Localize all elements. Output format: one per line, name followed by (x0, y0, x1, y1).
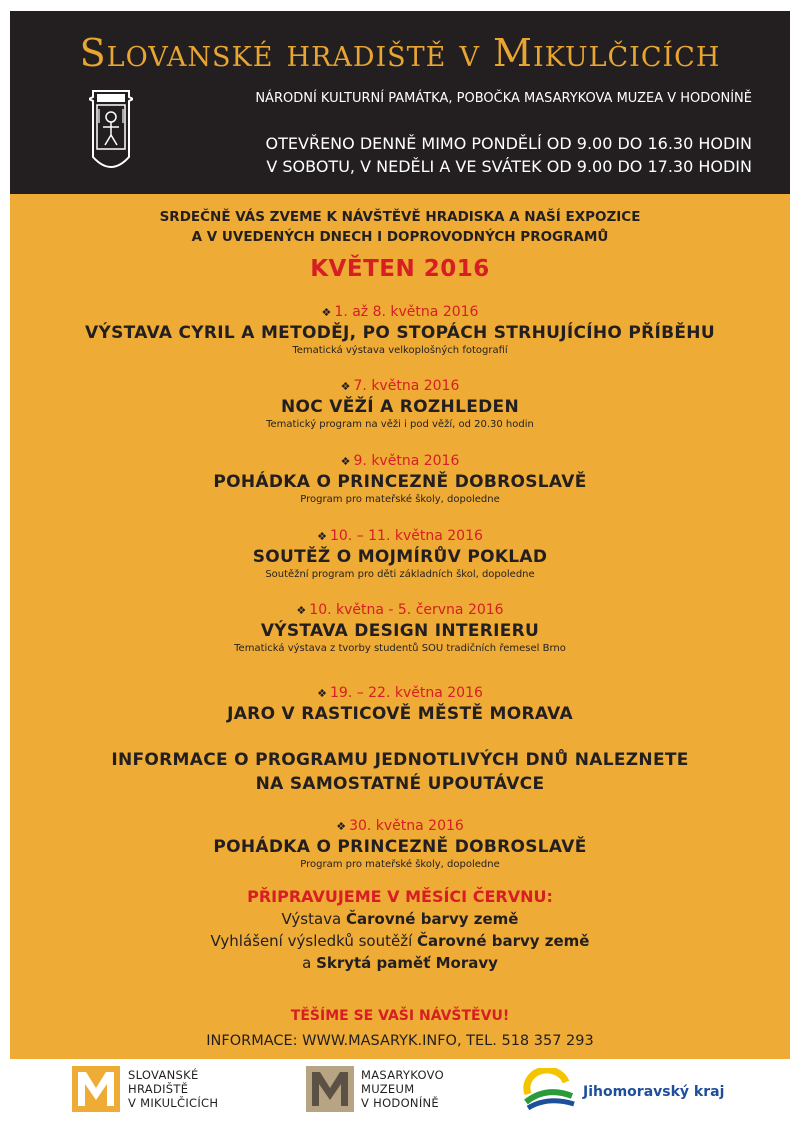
opening-hours (266, 132, 752, 178)
upcoming-line: Výstava Čarovné barvy země (281, 910, 519, 928)
opening-hours-weekend: V SOBOTU, V NEDĚLI A VE SVÁTEK OD 9.00 DO 17.30 HODIN (266, 157, 752, 176)
header-subtitle: NÁRODNÍ KULTURNÍ PAMÁTKA, POBOČKA MASARYKOVA MUZEA V HODONÍNĚ (255, 91, 752, 106)
event-date: 9. května 2016 (353, 453, 460, 469)
logo-masarykovo-muzeum-text: MASARYKOVO MUZEUM V HODONÍNĚ (361, 1068, 444, 1110)
bullet-icon: ❖ (336, 820, 347, 833)
event-item (10, 377, 790, 432)
poster (10, 11, 790, 1059)
event-date: 1. až 8. května 2016 (334, 304, 479, 320)
logo-slovanske-hradiste-text: SLOVANSKÉ HRADIŠTĚ V MIKULČICÍCH (128, 1068, 219, 1110)
header-band (10, 11, 790, 194)
event-date: 19. – 22. května 2016 (329, 685, 483, 701)
jihomoravsky-kraj-logo-icon (522, 1068, 578, 1112)
event-description: Tematická výstava velkoplošných fotografií (292, 345, 508, 356)
event-date: 10. – 11. května 2016 (329, 528, 483, 544)
program-info-notice (10, 748, 790, 796)
event-item (10, 527, 790, 582)
event-item (10, 303, 790, 358)
event-date: 30. května 2016 (349, 818, 464, 834)
bullet-icon: ❖ (340, 380, 351, 393)
event-title: VÝSTAVA CYRIL A METODĚJ, PO STOPÁCH STRHUJÍCÍHO PŘÍBĚHU (85, 323, 715, 343)
event-description: Program pro mateřské školy, dopoledne (300, 859, 500, 870)
event-date: 10. května - 5. června 2016 (309, 602, 504, 618)
bullet-icon: ❖ (296, 604, 307, 617)
upcoming-line: a Skrytá paměť Moravy (302, 954, 498, 972)
program-info-line-1: INFORMACE O PROGRAMU JEDNOTLIVÝCH DNŮ NALEZNETE (111, 750, 689, 770)
contact-info: INFORMACE: WWW.MASARYK.INFO, TEL. 518 357 293 (206, 1033, 594, 1049)
event-title: POHÁDKA O PRINCEZNĚ DOBROSLAVĚ (213, 472, 587, 492)
event-item (10, 684, 790, 725)
invitation (10, 207, 790, 247)
masarykovo-muzeum-logo-icon (306, 1066, 354, 1112)
opening-hours-weekday: OTEVŘENO DENNĚ MIMO PONDĚLÍ OD 9.00 DO 16.30 HODIN (265, 134, 752, 153)
bullet-icon: ❖ (321, 306, 332, 319)
invitation-line-1: SRDEČNĚ VÁS ZVEME K NÁVŠTĚVĚ HRADISKA A NAŠÍ EXPOZICE (159, 209, 641, 225)
event-description: Tematický program na věži i pod věží, od 20.30 hodin (266, 419, 534, 430)
logo-jihomoravsky-kraj-text: Jihomoravský kraj (583, 1084, 725, 1100)
event-item (10, 452, 790, 507)
closing-greeting: TĚŠÍME SE VAŠI NÁVŠTĚVU! (290, 1008, 510, 1024)
page-title: Slovanské hradiště v Mikulčicích (79, 31, 721, 75)
event-description: Program pro mateřské školy, dopoledne (300, 494, 500, 505)
slovanske-hradiste-logo-icon (72, 1066, 120, 1112)
program-info-line-2: NA SAMOSTATNÉ UPOUTÁVCE (255, 774, 545, 794)
bullet-icon: ❖ (317, 530, 327, 543)
event-title: POHÁDKA O PRINCEZNĚ DOBROSLAVĚ (213, 837, 587, 857)
event-title: NOC VĚŽÍ A ROZHLEDEN (281, 397, 519, 417)
upcoming-june (10, 886, 790, 974)
upcoming-line: Vyhlášení výsledků soutěží Čarovné barvy země (210, 932, 590, 950)
month-heading: KVĚTEN 2016 (310, 256, 490, 282)
bullet-icon: ❖ (317, 687, 327, 700)
event-title: SOUTĚŽ O MOJMÍRŮV POKLAD (252, 547, 548, 567)
crest-logo-icon (89, 87, 133, 177)
event-date: 7. května 2016 (353, 378, 460, 394)
event-description: Tematická výstava z tvorby studentů SOU tradičních řemesel Brno (234, 643, 566, 654)
event-item (10, 601, 790, 656)
invitation-line-2: A V UVEDENÝCH DNECH I DOPROVODNÝCH PROGRAMŮ (191, 229, 609, 245)
event-title: JARO V RASTICOVĚ MĚSTĚ MORAVA (227, 704, 573, 724)
event-item (10, 817, 790, 872)
event-title: VÝSTAVA DESIGN INTERIERU (260, 621, 540, 641)
upcoming-heading: PŘIPRAVUJEME V MĚSÍCI ČERVNU: (247, 887, 553, 906)
bullet-icon: ❖ (340, 455, 351, 468)
event-description: Soutěžní program pro děti základních škol, dopoledne (265, 569, 535, 580)
